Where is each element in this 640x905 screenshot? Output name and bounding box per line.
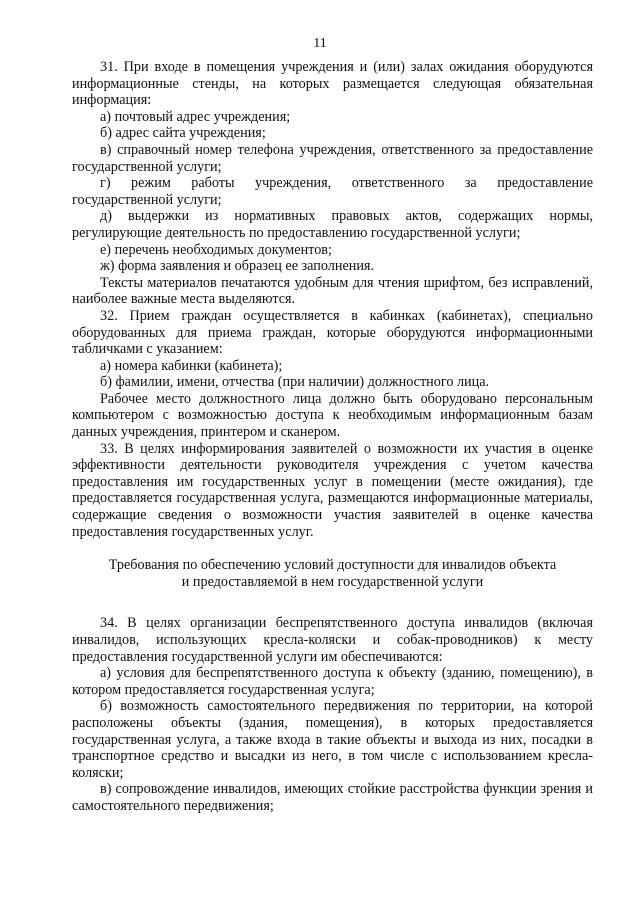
list-item-e: е) перечень необходимых документов; (100, 241, 332, 258)
list-item-zh: ж) форма заявления и образец ее заполнения. (100, 258, 375, 275)
document-body (72, 59, 593, 815)
page-number: 11 (313, 36, 327, 51)
list-item-d: д) выдержки из нормативных правовых актов, содержащих нормы, регулирующие деятельность по предоставлению государственной услуги; (72, 208, 593, 241)
paragraph-texts: Тексты материалов печатаются удобным для чтения шрифтом, без исправлений, наиболее важные места выделяются. (72, 274, 593, 308)
section-heading-line-1: Требования по обеспечению условий доступности для инвалидов объекта (108, 557, 557, 574)
list-item-v-34: в) сопровождение инвалидов, имеющих стойкие расстройства функции зрения и самостоятельного передвижения; (72, 781, 593, 814)
paragraph-31: 31. При входе в помещения учреждения и (или) залах ожидания оборудуются информационные стенды, на которых размещается следующая обязательная информация: (72, 59, 593, 109)
list-item-b-32: б) фамилии, имени, отчества (при наличии) должностного лица. (100, 374, 490, 391)
paragraph-33: 33. В целях информирования заявителей о возможности их участия в оценке эффективности деятельности руководителя учреждения с учетом качества предоставления им государственных услуг в помещении (месте ожидания), где предоставляется государственная услуга, размещаются информационные материалы, содержащие сведения о возможности участия заявителей в оценке качества предоставления государственных услуг. (72, 440, 593, 540)
list-item-g: г) режим работы учреждения, ответственного за предоставление государственной услуги; (72, 175, 593, 208)
section-heading-line-2: и предоставляемой в нем государственной услуги (181, 573, 484, 590)
list-item-a: а) почтовый адрес учреждения; (100, 108, 291, 125)
list-item-b-34: б) возможность самостоятельного передвижения по территории, на которой расположены объекты (здания, помещения), в которых предоставляется государственная услуга, а также входа в такие объекты и выхода из них, посадки в транспортное средство и высадки из него, в том числе с использованием кресла-коляски; (72, 698, 593, 781)
paragraph-32: 32. Прием граждан осуществляется в кабинках (кабинетах), специально оборудованных для приема граждан, которые оборудуются информационными табличками с указанием: (72, 307, 593, 358)
list-item-v: в) справочный номер телефона учреждения, ответственного за предоставление государственной услуги; (72, 141, 593, 175)
list-item-b: б) адрес сайта учреждения; (100, 125, 266, 142)
paragraph-workplace: Рабочее место должностного лица должно быть оборудовано персональным компьютером с возможностью доступа к необходимым информационным базам данных учреждения, принтером и сканером. (72, 390, 593, 441)
section-heading (72, 557, 593, 590)
list-item-a-34: а) условия для беспрепятственного доступа к объекту (зданию, помещению), в котором предоставляется государственная услуга; (72, 665, 593, 698)
paragraph-34: 34. В целях организации беспрепятственного доступа инвалидов (включая инвалидов, использующих кресла-коляски и собак-проводников) к месту предоставления государственной услуги им обеспечиваются: (72, 615, 593, 665)
list-item-a-32: а) номера кабинки (кабинета); (100, 357, 283, 374)
